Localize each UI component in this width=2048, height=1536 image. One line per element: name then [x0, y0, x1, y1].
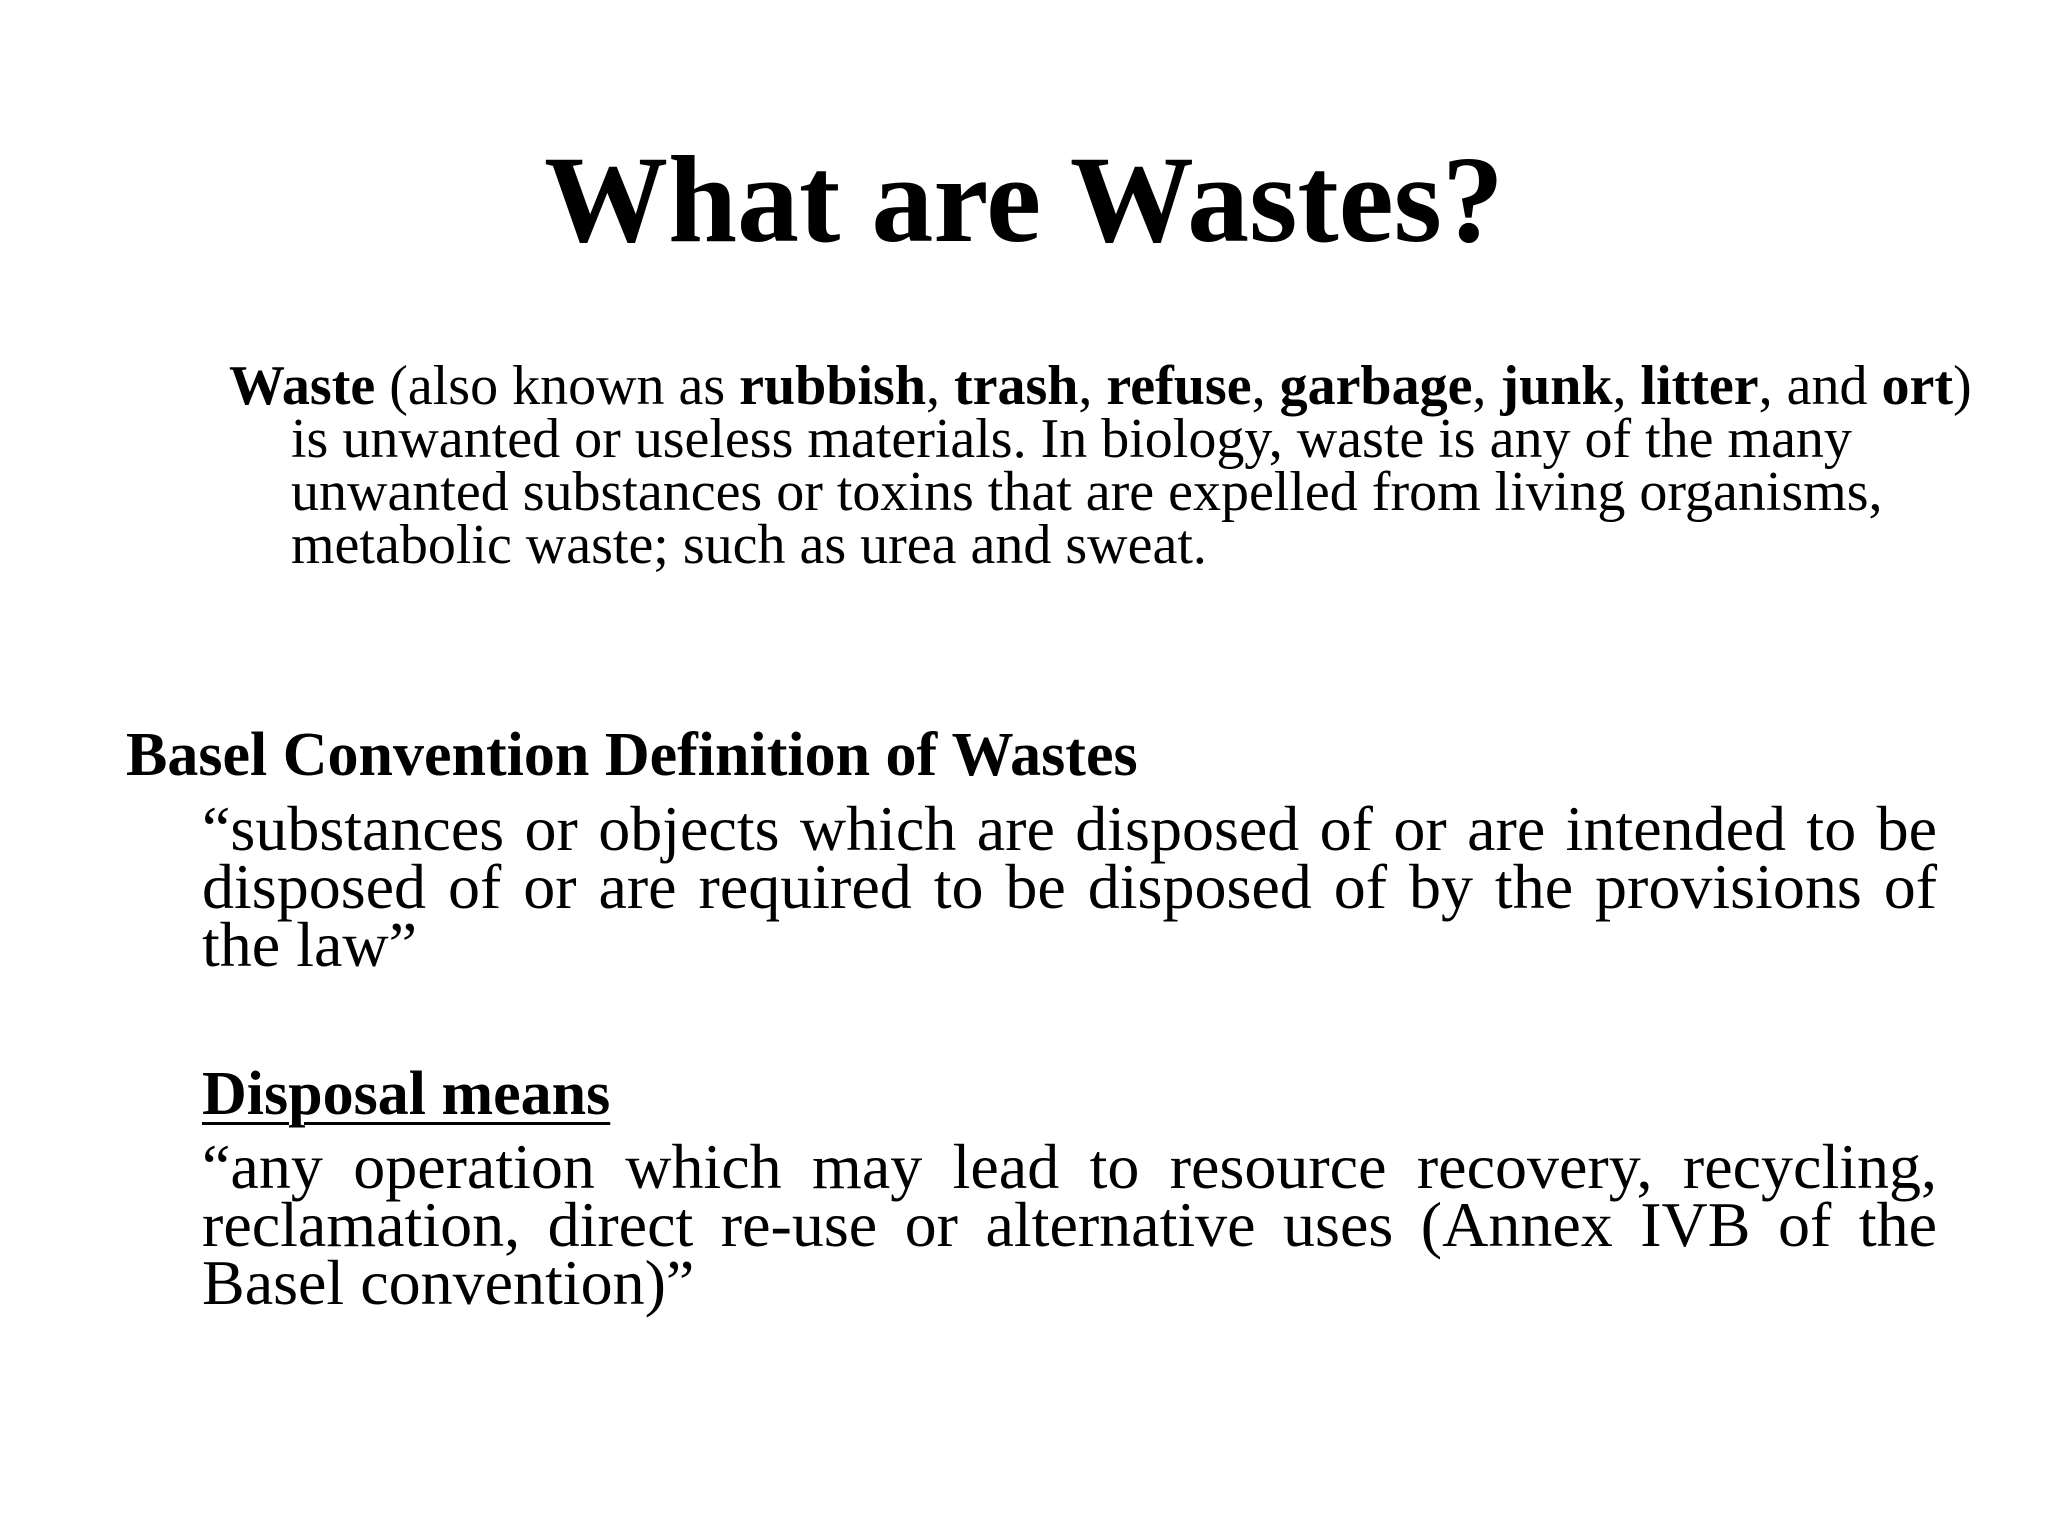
term-litter: litter: [1640, 355, 1759, 417]
term-ort: ort: [1881, 355, 1954, 417]
basel-heading: Basel Convention Definition of Wastes: [126, 721, 1138, 789]
separator-text: , and: [1758, 355, 1882, 417]
term-garbage: garbage: [1279, 355, 1473, 417]
basel-quote: “substances or objects which are disposed of or are intended to be disposed of or are required to be disposed of by the provisions of the law”: [202, 793, 1937, 980]
term-rubbish: rubbish: [739, 355, 926, 417]
separator-text: ,: [1612, 355, 1641, 417]
separator-text: ,: [925, 355, 954, 417]
slide-title: What are Wastes?: [544, 131, 1504, 268]
definition-text: (also known as: [375, 355, 740, 417]
disposal-heading: Disposal means: [202, 1060, 611, 1128]
term-waste: Waste: [229, 355, 376, 417]
waste-definition: [229, 355, 1981, 576]
term-junk: junk: [1500, 355, 1613, 417]
disposal-quote: “any operation which may lead to resource recovery, recycling, reclamation, direct re-use or alternative uses (Annex IVB of the Basel convention)”: [202, 1131, 1937, 1318]
definition-text: ) is unwanted or useless materials. In biology, waste is any of the many unwanted substances or toxins that are expelled from living organisms, metabolic waste; such as urea and sweat.: [291, 355, 1972, 576]
separator-text: ,: [1251, 355, 1280, 417]
term-refuse: refuse: [1106, 355, 1252, 417]
separator-text: ,: [1078, 355, 1107, 417]
term-trash: trash: [953, 355, 1079, 417]
separator-text: ,: [1472, 355, 1501, 417]
